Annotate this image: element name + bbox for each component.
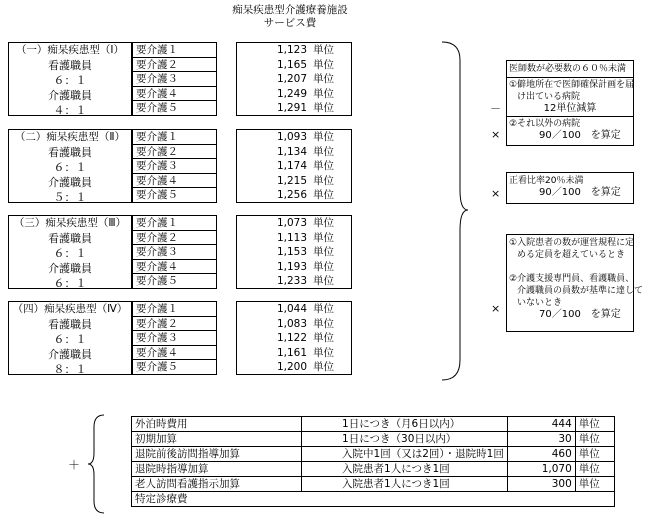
unit-value-column-1 bbox=[236, 42, 352, 116]
group-staff-line: 介護職員 bbox=[48, 262, 92, 275]
group-type-title: （一）痴呆疾患型（Ⅰ） bbox=[15, 44, 125, 56]
group-staff-line: ６：１ bbox=[53, 74, 87, 87]
unit-label: 単位 bbox=[313, 231, 334, 244]
unit-label: 単位 bbox=[313, 131, 334, 143]
unit-value: 1,113 bbox=[276, 231, 307, 244]
unit-label: 単位 bbox=[313, 160, 334, 172]
unit-label: 単位 bbox=[313, 275, 334, 287]
care-level-cell: 要介護４ bbox=[133, 346, 216, 361]
fee-unit: 単位 bbox=[575, 417, 614, 432]
right-brace bbox=[440, 40, 470, 382]
unit-value-column-4 bbox=[236, 301, 352, 375]
unit-label: 単位 bbox=[313, 174, 334, 187]
unit-value: 1,134 bbox=[276, 145, 307, 158]
fee-row bbox=[132, 477, 615, 492]
staff-item2-line3: いないとき bbox=[517, 298, 563, 308]
group-staff-line: 看護職員 bbox=[48, 146, 92, 159]
care-level-cell: 要介護５ bbox=[136, 361, 178, 373]
unit-value-row bbox=[237, 231, 351, 246]
care-level-cell: 要介護１ bbox=[133, 43, 216, 58]
care-level-cell: 要介護４ bbox=[133, 260, 216, 275]
fee-value: 460 bbox=[507, 447, 575, 462]
unit-label: 単位 bbox=[313, 217, 334, 229]
unit-value-row bbox=[237, 145, 351, 160]
unit-value-column-2 bbox=[236, 129, 352, 203]
additional-fees-table bbox=[131, 416, 615, 507]
fee-unit: 単位 bbox=[575, 462, 614, 477]
staff-item1-line1: ①入院患者の数が運営規程に定 bbox=[509, 238, 635, 248]
group-staff-line: 介護職員 bbox=[48, 348, 92, 361]
minus-operator: － bbox=[490, 102, 501, 115]
fee-unit: 単位 bbox=[575, 432, 614, 447]
care-level-cell: 要介護２ bbox=[133, 317, 216, 332]
care-level-column-2 bbox=[132, 129, 217, 203]
group-staff-line: 介護職員 bbox=[48, 89, 92, 102]
unit-label: 単位 bbox=[313, 346, 334, 359]
ratio-header: 正看比率20％未満 bbox=[509, 176, 584, 186]
unit-value-row bbox=[237, 101, 351, 116]
care-level-cell: 要介護２ bbox=[133, 58, 216, 73]
staff-item1-line2: める定員を超えているとき bbox=[517, 250, 626, 260]
group-staff-line: ６：１ bbox=[53, 277, 87, 290]
unit-value: 1,233 bbox=[276, 275, 307, 287]
unit-label: 単位 bbox=[313, 246, 334, 258]
fee-condition: 入院中1回（又は2回）・退院時1回 bbox=[302, 447, 508, 462]
fee-name: 老人訪問看護指示加算 bbox=[132, 477, 302, 492]
unit-value-row bbox=[237, 331, 351, 346]
unit-value-row bbox=[237, 58, 351, 73]
fee-row bbox=[132, 432, 615, 447]
unit-value-row bbox=[237, 159, 351, 174]
unit-value: 1,215 bbox=[276, 174, 307, 187]
group-label-4 bbox=[8, 301, 132, 375]
fee-row bbox=[132, 462, 615, 477]
left-brace bbox=[86, 413, 106, 515]
group-staff-line: ５：１ bbox=[53, 191, 87, 204]
care-level-cell: 要介護３ bbox=[133, 159, 216, 174]
page-title bbox=[190, 4, 390, 30]
fee-name: 初期加算 bbox=[132, 432, 302, 447]
fee-name: 退院時指導加算 bbox=[132, 462, 302, 477]
unit-value: 1,193 bbox=[276, 260, 307, 273]
care-level-column-3 bbox=[132, 215, 217, 289]
care-level-cell: 要介護５ bbox=[136, 102, 178, 114]
unit-label: 単位 bbox=[313, 361, 334, 373]
times-operator-ratio: × bbox=[491, 187, 501, 200]
group-staff-line: 看護職員 bbox=[48, 318, 92, 331]
group-staff-line: 介護職員 bbox=[48, 176, 92, 189]
fee-name: 特定診療費 bbox=[132, 492, 615, 507]
doctor-item1-line1: ①僻地所在で医師確保計画を届 bbox=[509, 80, 635, 90]
care-level-column-4 bbox=[132, 301, 217, 375]
fee-name: 退院前後訪問指導加算 bbox=[132, 447, 302, 462]
care-level-cell: 要介護４ bbox=[133, 174, 216, 189]
staff-shortage-box bbox=[506, 234, 644, 332]
unit-value-row bbox=[237, 360, 351, 375]
group-label-3 bbox=[8, 215, 132, 289]
unit-value: 1,207 bbox=[276, 73, 307, 85]
unit-label: 単位 bbox=[313, 332, 334, 344]
staff-item2-line2: 介護職員の員数が基準に達して bbox=[517, 286, 644, 296]
unit-value-row bbox=[237, 130, 351, 145]
fee-condition: 入院患者1人につき1回 bbox=[302, 477, 508, 492]
fee-value: 1,070 bbox=[507, 462, 575, 477]
unit-value-row bbox=[237, 72, 351, 87]
title-line-1: 痴呆疾患型介護療養施設 bbox=[232, 4, 348, 16]
group-staff-line: ６：１ bbox=[53, 247, 87, 260]
unit-value: 1,044 bbox=[276, 303, 307, 315]
unit-value: 1,200 bbox=[276, 361, 307, 373]
times-operator-doctor: × bbox=[491, 128, 501, 141]
unit-value-row bbox=[237, 216, 351, 231]
group-staff-line: ６：１ bbox=[53, 161, 87, 174]
care-level-column-1 bbox=[132, 42, 217, 116]
group-label-2 bbox=[8, 129, 132, 203]
unit-label: 単位 bbox=[313, 73, 334, 85]
times-operator-staff: × bbox=[491, 302, 501, 315]
unit-value-row bbox=[237, 274, 351, 289]
unit-value: 1,161 bbox=[276, 346, 307, 359]
fee-value: 444 bbox=[507, 417, 575, 432]
unit-value-row bbox=[237, 346, 351, 361]
care-level-cell: 要介護３ bbox=[133, 245, 216, 260]
care-level-cell: 要介護２ bbox=[133, 145, 216, 160]
unit-value: 1,256 bbox=[276, 189, 307, 201]
ratio-value: 90／100 を算定 bbox=[539, 187, 621, 198]
care-level-cell: 要介護１ bbox=[133, 216, 216, 231]
unit-label: 単位 bbox=[313, 317, 334, 330]
plus-operator: ＋ bbox=[68, 458, 81, 472]
care-level-cell: 要介護３ bbox=[133, 331, 216, 346]
unit-value: 1,291 bbox=[276, 102, 307, 114]
fee-condition: 入院患者1人につき1回 bbox=[302, 462, 508, 477]
care-level-cell: 要介護４ bbox=[133, 87, 216, 102]
unit-value-row bbox=[237, 174, 351, 189]
unit-value-row bbox=[237, 260, 351, 275]
unit-value-row bbox=[237, 302, 351, 317]
nurse-ratio-box bbox=[506, 172, 634, 204]
group-staff-line: ６：１ bbox=[53, 333, 87, 346]
doctor-item1-line2: け出ている病院 bbox=[517, 92, 581, 102]
care-level-cell: 要介護１ bbox=[133, 130, 216, 145]
unit-label: 単位 bbox=[313, 189, 334, 201]
unit-value: 1,153 bbox=[276, 246, 307, 258]
care-level-cell: 要介護３ bbox=[133, 72, 216, 87]
unit-value-row bbox=[237, 317, 351, 332]
doctor-header: 医師数が必要数の６０％未満 bbox=[507, 61, 633, 78]
unit-value: 1,174 bbox=[276, 160, 307, 172]
unit-value-row bbox=[237, 245, 351, 260]
care-level-cell: 要介護５ bbox=[136, 275, 178, 287]
fee-row bbox=[132, 417, 615, 432]
unit-label: 単位 bbox=[313, 102, 334, 114]
doctor-shortage-box bbox=[506, 60, 634, 146]
fee-condition: 1日につき（月6日以内） bbox=[302, 417, 508, 432]
unit-value-row bbox=[237, 188, 351, 203]
fee-row bbox=[132, 492, 615, 507]
unit-label: 単位 bbox=[313, 58, 334, 71]
unit-label: 単位 bbox=[313, 87, 334, 100]
doctor-item2-value: 90／100 を算定 bbox=[539, 130, 621, 141]
unit-value-row bbox=[237, 43, 351, 58]
group-type-title: （三）痴呆疾患型（Ⅲ） bbox=[13, 217, 127, 229]
fee-condition: 1日につき（30日以内） bbox=[302, 432, 508, 447]
fee-unit: 単位 bbox=[575, 477, 614, 492]
group-staff-line: ４：１ bbox=[53, 104, 87, 117]
fee-unit: 単位 bbox=[575, 447, 614, 462]
unit-value: 1,123 bbox=[276, 44, 307, 56]
unit-value: 1,083 bbox=[276, 317, 307, 330]
group-label-1 bbox=[8, 42, 132, 116]
fee-value: 300 bbox=[507, 477, 575, 492]
doctor-item1-value: 12単位減算 bbox=[543, 103, 597, 114]
unit-label: 単位 bbox=[313, 303, 334, 315]
unit-value: 1,093 bbox=[276, 131, 307, 143]
fee-row bbox=[132, 447, 615, 462]
group-staff-line: 看護職員 bbox=[48, 59, 92, 72]
unit-value-column-3 bbox=[236, 215, 352, 289]
group-staff-line: ８：１ bbox=[53, 363, 87, 376]
unit-value: 1,165 bbox=[276, 58, 307, 71]
care-level-cell: 要介護５ bbox=[136, 189, 178, 201]
doctor-item2: ②それ以外の病院 bbox=[509, 119, 581, 129]
title-line-2: サービス費 bbox=[263, 17, 317, 29]
group-staff-line: 看護職員 bbox=[48, 232, 92, 245]
fee-name: 外泊時費用 bbox=[132, 417, 302, 432]
care-level-cell: 要介護１ bbox=[133, 302, 216, 317]
unit-value: 1,249 bbox=[276, 87, 307, 100]
unit-label: 単位 bbox=[313, 44, 334, 56]
unit-value-row bbox=[237, 87, 351, 102]
staff-value: 70／100 を算定 bbox=[539, 309, 621, 320]
staff-item2-line1: ②介護支援専門員、看護職員、 bbox=[509, 274, 635, 284]
unit-label: 単位 bbox=[313, 145, 334, 158]
fee-value: 30 bbox=[507, 432, 575, 447]
group-type-title: （四）痴呆疾患型（Ⅳ） bbox=[12, 303, 128, 315]
care-level-cell: 要介護２ bbox=[133, 231, 216, 246]
unit-label: 単位 bbox=[313, 260, 334, 273]
group-type-title: （二）痴呆疾患型（Ⅱ） bbox=[14, 131, 126, 143]
unit-value: 1,122 bbox=[276, 332, 307, 344]
unit-value: 1,073 bbox=[276, 217, 307, 229]
